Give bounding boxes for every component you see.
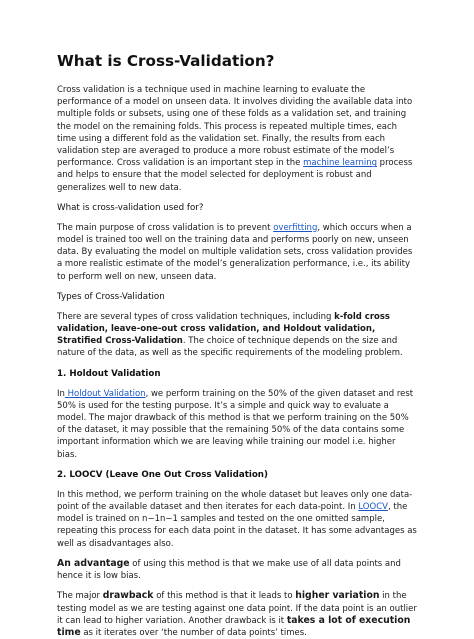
types-paragraph — [57, 311, 418, 360]
drawback-text-3: as it iterates over ‘the number of data points’ times. — [80, 627, 307, 638]
types-text-2: . The choice of technique depends on the size and nature of the data, as well as the specific requirements of the modeling problem. — [57, 336, 403, 359]
used-for-heading: What is cross-validation used for? — [57, 202, 204, 213]
intro-text-1: Cross validation is a technique used in machine learning to evaluate the performance of a model on unseen data. It involves dividing the available data into multiple folds or subsets, using one of these folds as a validation set, and training the model on the remaining folds. This process is repeated multiple times, each time using a different fold as the validation set. Finally, the results from each validation step are averaged to produce a more robust estimate of the model’s performance. Cross validation is an important step in the — [57, 85, 413, 169]
types-heading: Types of Cross-Validation — [57, 291, 165, 302]
loocv-text-2: , the model is trained on n−1n−1 samples and tested on the one omitted sample, repeating this process for each data point in the dataset. It has some advantages as well as disadvantages also. — [57, 502, 417, 549]
drawback-bold-1: drawback — [102, 590, 154, 602]
holdout-pre: In — [57, 388, 65, 399]
overfitting-link[interactable]: overfitting — [273, 222, 318, 233]
holdout-heading: 1. Holdout Validation — [57, 368, 161, 379]
advantage-paragraph — [57, 558, 418, 582]
holdout-text: , we perform training on the 50% of the given dataset and rest 50% is used for the testing purpose. It’s a simple and quick way to evaluate a model. The major drawback of this method is that we perform training on the 50% of the dataset, it may possible that the remaining 50% of the data contains some important information which we are leaving while training our model i.e. higher bias. — [57, 388, 414, 460]
intro-paragraph — [57, 84, 418, 194]
advantage-text: of using this method is that we make use of all data points and hence it is low bias. — [57, 558, 401, 582]
drawback-text-2: in the testing model as we are testing against one data point. If the data point is an outlier it can lead to higher variation. Another drawback is it — [57, 591, 417, 626]
drawback-bold-2: higher variation — [295, 590, 380, 602]
page-title: What is Cross-Validation? — [57, 52, 275, 70]
used-for-paragraph — [57, 222, 418, 283]
drawback-text-0: The major — [57, 591, 103, 602]
loocv-link[interactable]: LOOCV — [358, 502, 388, 513]
types-bold: k-fold cross validation, leave-one-out cross validation, and Holdout validation, Stratified Cross-Validation — [57, 311, 390, 347]
loocv-heading: 2. LOOCV (Leave One Out Cross Validation) — [57, 469, 268, 480]
holdout-paragraph — [57, 388, 418, 461]
used-for-text-2: , which occurs when a model is trained too well on the training data and performs poorly on new, unseen data. By evaluating the model on multiple validation sets, cross validation provides a more realistic estimate of the model’s generalization performance, i.e., its ability to perform well on new, unseen data. — [57, 222, 413, 282]
used-for-text-1: The main purpose of cross validation is to prevent — [57, 222, 274, 233]
intro-text-2: process and helps to ensure that the model selected for deployment is robust and generalizes well to new data. — [57, 158, 413, 193]
advantage-bold: An advantage — [57, 557, 130, 569]
drawback-bold-3: takes a lot of execution time — [57, 614, 411, 638]
machine-learning-link[interactable]: machine learning — [303, 158, 377, 169]
drawback-text-1: of this method is that it leads to — [153, 591, 296, 602]
loocv-text-1: In this method, we perform training on the whole dataset but leaves only one data-point of the available dataset and then iterates for each data-point. In — [57, 489, 413, 513]
loocv-paragraph — [57, 489, 418, 550]
holdout-validation-link[interactable]: Holdout Validation — [64, 388, 146, 399]
types-text-1: There are several types of cross validation techniques, including — [57, 311, 335, 322]
